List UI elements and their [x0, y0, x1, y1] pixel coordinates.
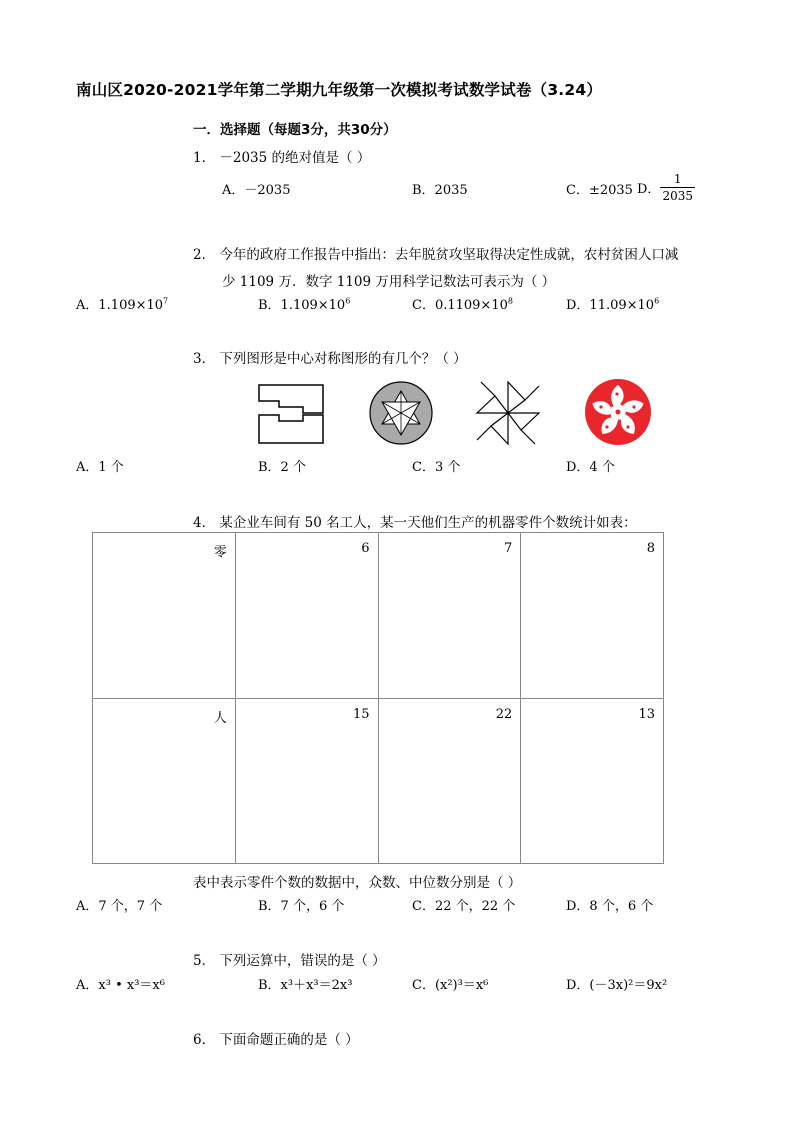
- q4-question: 表中表示零件个数的数据中，众数、中位数分别是（ ）: [193, 875, 522, 891]
- q4-stem: 4． 某企业车间有 50 名工人，某一天他们生产的机器零件个数统计如表：: [193, 515, 637, 531]
- q5-option-c: C．(x²)³＝x⁶: [412, 978, 489, 993]
- table-cell: 零: [93, 533, 236, 699]
- table-cell: 人: [93, 698, 236, 864]
- table-row: [93, 698, 664, 864]
- fraction-denominator: 2035: [662, 189, 693, 204]
- q4-option-c: C．22 个，22 个: [412, 899, 516, 914]
- q2-option-a: A．$1.109\times 10^7$: [76, 296, 169, 313]
- q1-option-d-fraction: [660, 171, 695, 204]
- bauhinia-emblem-figure: [584, 378, 652, 446]
- q5-stem: 5． 下列运算中，错误的是（ ）: [193, 953, 386, 969]
- q1-option-b: B．2035: [412, 183, 468, 198]
- q2-option-d: D．$11.09\times 10^6$: [566, 296, 660, 313]
- table-cell: 15: [235, 698, 378, 864]
- q3-option-a: A．1 个: [76, 460, 124, 475]
- q3-option-c: C．3 个: [412, 460, 461, 475]
- parts-statistics-table: [92, 532, 664, 864]
- table-cell: 13: [521, 698, 664, 864]
- table-cell: 8: [521, 533, 664, 699]
- q2-option-b: B．$1.109\times 10^6$: [258, 296, 351, 313]
- table-cell: 7: [378, 533, 521, 699]
- section-heading: 一．选择题（每题3分，共30分）: [193, 122, 397, 138]
- pinwheel-figure: [475, 380, 541, 446]
- table-cell: 22: [378, 698, 521, 864]
- q2-stem-line1: 2． 今年的政府工作报告中指出：去年脱贫攻坚取得决定性成就，农村贫困人口减: [193, 247, 679, 263]
- q6-stem: 6． 下面命题正确的是（ ）: [193, 1032, 359, 1048]
- q4-option-d: D．8 个，6 个: [566, 899, 654, 914]
- q2-option-c: C．$0.1109\times 10^8$: [412, 296, 513, 313]
- notched-rectangle-figure: [257, 383, 325, 445]
- q1-option-d-prefix: D．: [637, 182, 661, 198]
- q3-option-d: D．4 个: [566, 460, 615, 475]
- q3-stem: 3． 下列图形是中心对称图形的有几个？（ ）: [193, 351, 467, 367]
- q3-option-b: B．2 个: [258, 460, 306, 475]
- q2-stem-line2: 少 1109 万．数字 1109 万用科学记数法可表示为（ ）: [222, 274, 556, 290]
- q1-option-a: A．－2035: [222, 183, 291, 198]
- q4-option-a: A．7 个，7 个: [76, 899, 163, 914]
- page-title: 南山区2020-2021学年第二学期九年级第一次模拟考试数学试卷（3.24）: [76, 81, 603, 99]
- q1-option-d: [637, 171, 695, 204]
- q5-option-b: B．x³＋x³＝2x³: [258, 978, 353, 993]
- table-row: [93, 533, 664, 699]
- q4-option-b: B．7 个，6 个: [258, 899, 345, 914]
- q5-option-d: D．(－3x)²＝9x²: [566, 978, 668, 993]
- fraction-numerator: 1: [673, 172, 682, 186]
- q1-stem: 1． －2035 的绝对值是（ ）: [193, 150, 371, 166]
- star-of-david-circle-figure: [368, 380, 434, 446]
- q1-option-c: C．±2035: [566, 183, 633, 198]
- q5-option-a: A．x³ • x³＝x⁶: [76, 978, 165, 993]
- table-cell: 6: [235, 533, 378, 699]
